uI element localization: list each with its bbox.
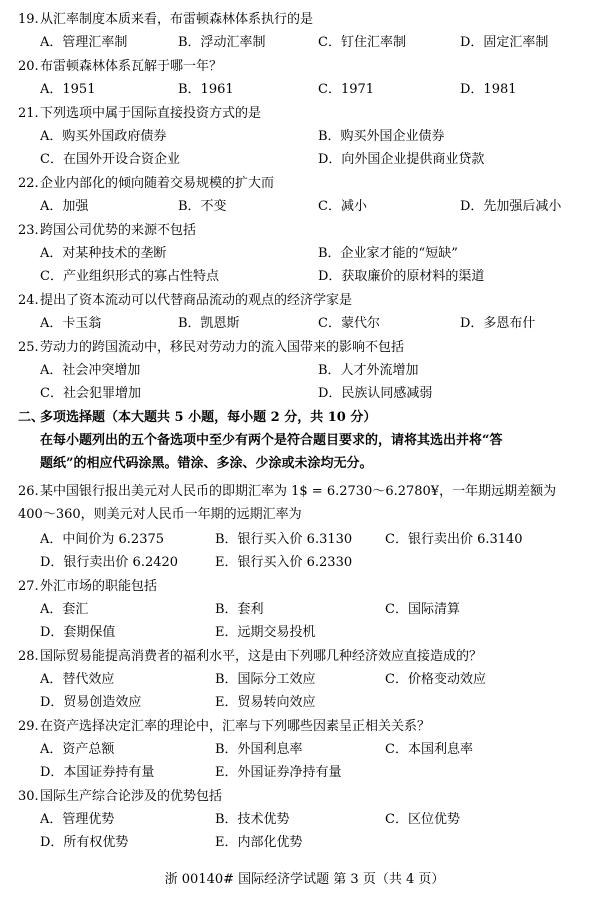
question-19 — [0, 10, 609, 30]
question-number: 21. — [18, 106, 39, 121]
question-number: 25. — [18, 340, 39, 355]
question-number: 29. — [18, 719, 39, 734]
question-25 — [0, 338, 609, 358]
option-a: A．卡玉翁 — [40, 316, 102, 331]
question-24 — [0, 291, 609, 311]
option-c: C．在国外开设合资企业 — [40, 152, 180, 167]
option-d: D．多恩布什 — [460, 316, 536, 331]
option-a: A．套汇 — [40, 602, 89, 617]
option-c: C．区位优势 — [385, 812, 460, 827]
option-c: C．银行卖出价 6.3140 — [385, 532, 523, 547]
option-a: A．1951 — [40, 82, 96, 97]
question-20 — [0, 57, 609, 77]
question-text: 跨国公司优势的来源不包括 — [40, 223, 197, 238]
option-b: B．套利 — [215, 602, 264, 617]
question-26 — [0, 482, 609, 502]
options-19 — [0, 33, 609, 53]
options-22 — [0, 197, 609, 217]
option-b: B．企业家才能的“短缺” — [318, 246, 458, 261]
question-number: 20. — [18, 59, 39, 74]
option-b: B．1961 — [178, 82, 234, 97]
option-e: E．银行买入价 6.2330 — [215, 555, 353, 570]
question-number: 23. — [18, 223, 39, 238]
option-d: D．1981 — [460, 82, 517, 97]
question-text: 在资产选择决定汇率的理论中，汇率与下列哪些因素呈正相关关系？ — [40, 719, 431, 734]
option-d: D．先加强后减小 — [460, 199, 562, 214]
option-a: A．加强 — [40, 199, 89, 214]
option-c: C．减小 — [318, 199, 367, 214]
options-27-de — [0, 623, 609, 643]
question-number: 26. — [18, 484, 39, 499]
option-d: D．向外国企业提供商业贷款 — [318, 152, 485, 167]
question-number: 24. — [18, 293, 39, 308]
section-title: 多项选择题（本大题共 5 小题，每小题 2 分，共 10 分） — [40, 410, 377, 425]
option-b: B．国际分工效应 — [215, 672, 316, 687]
question-30 — [0, 787, 609, 807]
options-29-de — [0, 763, 609, 783]
instruction-text: 在每小题列出的五个备选项中至少有两个是符合题目要求的，请将其选出并将“答 — [40, 433, 503, 448]
question-28 — [0, 647, 609, 667]
options-21-cd — [0, 150, 609, 170]
options-29-abc — [0, 740, 609, 760]
options-27-abc — [0, 600, 609, 620]
option-c: C．社会犯罪增加 — [40, 386, 141, 401]
section-instruction-1 — [0, 431, 609, 451]
option-b: B．技术优势 — [215, 812, 290, 827]
option-d: D．获取廉价的原材料的渠道 — [318, 269, 485, 284]
option-c: C．国际清算 — [385, 602, 460, 617]
question-text: 国际贸易能提高消费者的福利水平，这是由下列哪几种经济效应直接造成的？ — [40, 649, 483, 664]
options-24 — [0, 314, 609, 334]
options-30-de — [0, 833, 609, 853]
option-a: A．对某种技术的垄断 — [40, 246, 167, 261]
question-29 — [0, 717, 609, 737]
options-21-ab — [0, 127, 609, 147]
option-b: B．外国利息率 — [215, 742, 303, 757]
options-23-ab — [0, 244, 609, 264]
question-21 — [0, 104, 609, 124]
page-footer: 浙 00140# 国际经济学试题 第 3 页（共 4 页） — [164, 872, 445, 887]
question-text: 国际生产综合论涉及的优势包括 — [40, 789, 223, 804]
options-28-de — [0, 693, 609, 713]
question-text: 提出了资本流动可以代替商品流动的观点的经济学家是 — [40, 293, 353, 308]
question-number: 22. — [18, 176, 39, 191]
options-23-cd — [0, 267, 609, 287]
options-28-abc — [0, 670, 609, 690]
question-text: 企业内部化的倾向随着交易规模的扩大而 — [40, 176, 275, 191]
option-d: D．套期保值 — [40, 625, 116, 640]
options-25-cd — [0, 384, 609, 404]
question-text: 布雷顿森林体系瓦解于哪一年？ — [40, 59, 223, 74]
option-e: E．内部化优势 — [215, 835, 303, 850]
option-b: B．浮动汇率制 — [178, 35, 266, 50]
option-d: D．民族认同感减弱 — [318, 386, 433, 401]
option-b: B．银行买入价 6.3130 — [215, 532, 353, 547]
options-26-abc — [0, 530, 609, 550]
question-number: 30. — [18, 789, 39, 804]
instruction-text: 题纸”的相应代码涂黑。错涂、多涂、少涂或未涂均无分。 — [40, 456, 373, 471]
question-number: 19. — [18, 12, 39, 27]
option-b: B．人才外流增加 — [318, 363, 419, 378]
options-30-abc — [0, 810, 609, 830]
option-d: D．本国证券持有量 — [40, 765, 155, 780]
question-number: 28. — [18, 649, 39, 664]
option-a: A．中间价为 6.2375 — [40, 532, 165, 547]
option-d: D．银行卖出价 6.2420 — [40, 555, 179, 570]
section-heading — [0, 408, 609, 428]
option-d: D．所有权优势 — [40, 835, 129, 850]
option-e: E．贸易转向效应 — [215, 695, 316, 710]
question-text: 从汇率制度本质来看，布雷顿森林体系执行的是 — [40, 12, 314, 27]
option-b: B．购买外国企业债券 — [318, 129, 445, 144]
section-number: 二、 — [18, 410, 45, 425]
question-text: 外汇市场的职能包括 — [40, 579, 158, 594]
question-text: 下列选项中属于国际直接投资方式的是 — [40, 106, 262, 121]
question-23 — [0, 221, 609, 241]
option-c: C．本国利息率 — [385, 742, 473, 757]
question-number: 27. — [18, 579, 39, 594]
question-22 — [0, 174, 609, 194]
option-c: C．价格变动效应 — [385, 672, 486, 687]
section-instruction-2 — [0, 454, 609, 474]
question-26-cont — [0, 505, 609, 525]
question-text: 某中国银行报出美元对人民币的即期汇率为 1$ = 6.2730～6.2780¥，一年期远期差额为 — [40, 484, 557, 499]
question-text: 劳动力的跨国流动中，移民对劳动力的流入国带来的影响不包括 — [40, 340, 405, 355]
option-c: C．蒙代尔 — [318, 316, 380, 331]
option-c: C．1971 — [318, 82, 375, 97]
option-b: B．不变 — [178, 199, 227, 214]
option-e: E．远期交易投机 — [215, 625, 316, 640]
option-a: A．购买外国政府债券 — [40, 129, 167, 144]
option-c: C．钉住汇率制 — [318, 35, 406, 50]
option-a: A．社会冲突增加 — [40, 363, 141, 378]
option-a: A．管理汇率制 — [40, 35, 128, 50]
option-c: C．产业组织形式的寡占性特点 — [40, 269, 219, 284]
option-a: A．替代效应 — [40, 672, 115, 687]
option-a: A．资产总额 — [40, 742, 115, 757]
option-d: D．贸易创造效应 — [40, 695, 142, 710]
option-e: E．外国证券净持有量 — [215, 765, 342, 780]
option-d: D．固定汇率制 — [460, 35, 549, 50]
options-26-de — [0, 553, 609, 573]
question-27 — [0, 577, 609, 597]
question-text-continued: 400～360，则美元对人民币一年期的远期汇率为 — [18, 507, 302, 522]
options-20 — [0, 80, 609, 100]
option-a: A．管理优势 — [40, 812, 115, 827]
option-b: B．凯恩斯 — [178, 316, 240, 331]
options-25-ab — [0, 361, 609, 381]
